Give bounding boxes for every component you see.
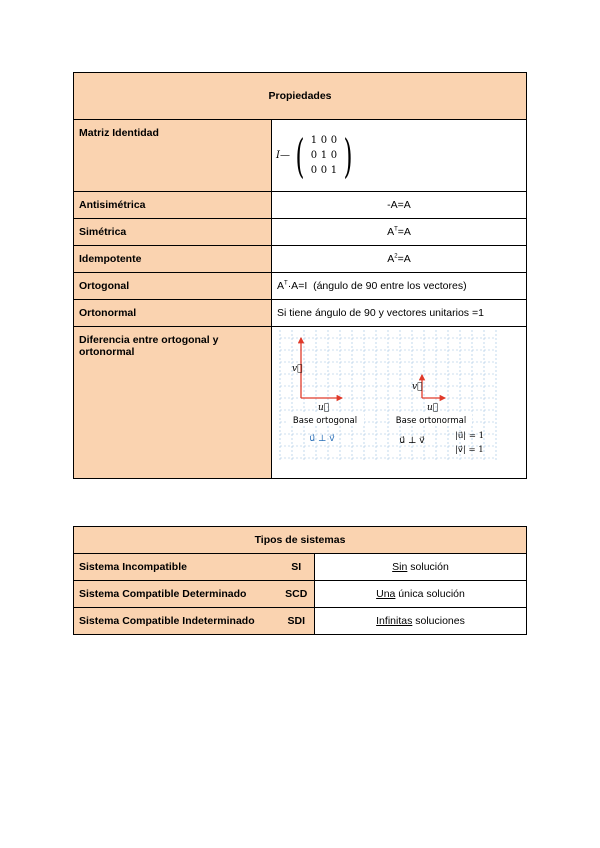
- solution-underlined: Una: [376, 588, 396, 600]
- identity-symbol: I—: [276, 150, 290, 161]
- matrix-grid: [309, 135, 339, 176]
- prop-value-base: Si tiene ángulo de 90 y vectores unitarios =1: [277, 307, 484, 319]
- prop-label: Ortonormal: [74, 300, 272, 327]
- left-paren: (: [295, 128, 305, 183]
- orthonormal-caption: Base ortonormal: [395, 415, 467, 426]
- matrix-entry: 0: [330, 150, 338, 161]
- orthogonal-relation: u⃗ ⊥ v⃗: [309, 433, 335, 444]
- system-solution: [315, 581, 527, 608]
- systems-header: Tipos de sistemas: [74, 527, 527, 554]
- identity-matrix-cell: [272, 120, 527, 192]
- matrix-entry: 0: [310, 165, 318, 176]
- prop-row: [74, 219, 527, 246]
- system-name: Sistema Compatible Indeterminado: [74, 608, 279, 635]
- prop-value-base: -A=A: [387, 199, 411, 211]
- prop-row: [74, 246, 527, 273]
- prop-value: [272, 273, 527, 300]
- system-row: [74, 581, 527, 608]
- prop-row: [74, 300, 527, 327]
- prop-value: [272, 246, 527, 273]
- prop-label: Simétrica: [74, 219, 272, 246]
- identity-matrix: [272, 128, 526, 183]
- norm-v: |v⃗| = 1: [455, 444, 484, 455]
- system-row: [74, 608, 527, 635]
- prop-value: [272, 192, 527, 219]
- difference-label: Diferencia entre ortogonal y ortonormal: [74, 327, 272, 479]
- prop-row: [74, 192, 527, 219]
- solution-rest: única solución: [395, 588, 465, 600]
- prop-label: Idempotente: [74, 246, 272, 273]
- prop-value-sup: 2: [394, 253, 398, 260]
- prop-value-rest: =A: [397, 226, 411, 238]
- solution-underlined: Infinitas: [376, 615, 413, 627]
- system-code: SCD: [279, 581, 315, 608]
- properties-table: [73, 72, 527, 479]
- prop-row: [74, 273, 527, 300]
- prop-label: Ortogonal: [74, 273, 272, 300]
- system-solution: [315, 554, 527, 581]
- norm-u: |u⃗| = 1: [455, 430, 485, 441]
- prop-value-rest: ·A=I (ángulo de 90 entre los vectores): [287, 280, 467, 292]
- solution-rest: solución: [407, 561, 449, 573]
- matrix-entry: 1: [320, 150, 328, 161]
- prop-value-rest: =A: [397, 253, 411, 265]
- prop-value-base: A: [277, 280, 285, 292]
- system-code: SI: [279, 554, 315, 581]
- system-code: SDI: [279, 608, 315, 635]
- prop-value: [272, 219, 527, 246]
- matrix-entry: 1: [310, 135, 318, 146]
- system-name: Sistema Compatible Determinado: [74, 581, 279, 608]
- vector-bases-figure: [272, 328, 526, 478]
- matrix-entry: 0: [320, 135, 328, 146]
- properties-header: Propiedades: [74, 73, 527, 120]
- system-row: [74, 554, 527, 581]
- prop-label: Antisimétrica: [74, 192, 272, 219]
- system-solution: [315, 608, 527, 635]
- matrix-entry: 0: [320, 165, 328, 176]
- prop-value-sup: T: [394, 226, 398, 233]
- matrix-entry: 1: [330, 165, 338, 176]
- orthonormal-u-label: u⃗: [427, 402, 439, 413]
- orthonormal-relation: u⃗ ⊥ v⃗: [399, 435, 425, 446]
- matrix-entry: 0: [310, 150, 318, 161]
- prop-value-base: A: [387, 226, 395, 238]
- orthogonal-v-label: v⃗: [292, 363, 303, 374]
- orthogonal-caption: Base ortogonal: [292, 415, 358, 426]
- orthogonal-u-label: u⃗: [318, 402, 330, 413]
- solution-rest: soluciones: [412, 615, 465, 627]
- difference-figure-cell: [272, 327, 527, 479]
- prop-value-sup: T: [284, 280, 288, 287]
- matrix-entry: 0: [330, 135, 338, 146]
- system-name: Sistema Incompatible: [74, 554, 279, 581]
- prop-value: [272, 300, 527, 327]
- right-paren: ): [343, 128, 353, 183]
- orthonormal-v-label: v⃗: [412, 381, 423, 392]
- systems-table: [73, 526, 527, 635]
- prop-value-base: A: [387, 253, 395, 265]
- identity-label: Matriz Identidad: [74, 120, 272, 192]
- solution-underlined: Sin: [392, 561, 408, 573]
